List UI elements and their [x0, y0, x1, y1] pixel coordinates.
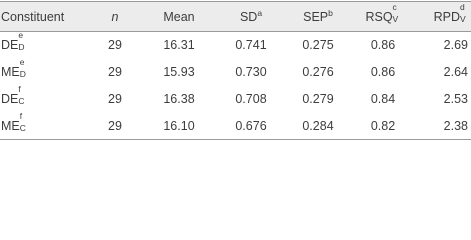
header-n: n: [89, 2, 141, 32]
cell-rpd: 2.38: [415, 113, 471, 140]
header-sep: SEP$^b$: [285, 2, 351, 32]
header-row: [0, 2, 471, 32]
cell-mean: 15.93: [163, 65, 195, 79]
cell-n: 29: [89, 113, 141, 140]
cell-n: 29: [108, 92, 122, 106]
header-rsq: RSQ c V: [351, 2, 415, 32]
table-row: [0, 32, 471, 59]
header-sd: $SD^a$: [217, 2, 285, 32]
table-row: [0, 86, 471, 113]
cell-mean: 16.38: [163, 92, 195, 106]
cell-constituent: ME e D: [1, 57, 26, 79]
cell-sep: 0.275: [302, 38, 334, 53]
cell-sep: 0.279: [302, 92, 334, 106]
cell-mean: 16.31: [163, 38, 195, 53]
cell-n: 29: [108, 65, 122, 79]
cell-sd: 0.730: [235, 65, 267, 79]
table-row: [0, 59, 471, 86]
table-row: [0, 113, 471, 140]
header-constituent: Constituent: [0, 2, 89, 32]
cell-sd: 0.676: [217, 113, 285, 140]
cell-constituent: ME f C: [0, 113, 89, 140]
cell-sep: 0.276: [302, 65, 334, 79]
cell-n: 29: [108, 38, 122, 53]
cell-rsq: 0.86: [370, 38, 396, 53]
cell-rpd: 2.53: [443, 92, 468, 106]
cell-sd: 0.741: [235, 38, 267, 53]
header-mean: Mean: [141, 2, 217, 32]
cell-sep: 0.284: [285, 113, 351, 140]
header-rpd: RPD d V: [415, 2, 471, 32]
cell-rsq: 0.86: [370, 65, 396, 79]
cell-sd: 0.708: [235, 92, 267, 106]
cell-mean: 16.10: [141, 113, 217, 140]
cell-constituent: DE e D: [1, 30, 25, 53]
cell-rsq: 0.82: [351, 113, 415, 140]
cell-constituent: DE f C: [1, 84, 25, 106]
results-table: [0, 1, 471, 140]
cell-rpd: 2.64: [443, 65, 468, 79]
cell-rsq: 0.84: [370, 92, 396, 106]
cell-rpd: 2.69: [443, 38, 468, 53]
